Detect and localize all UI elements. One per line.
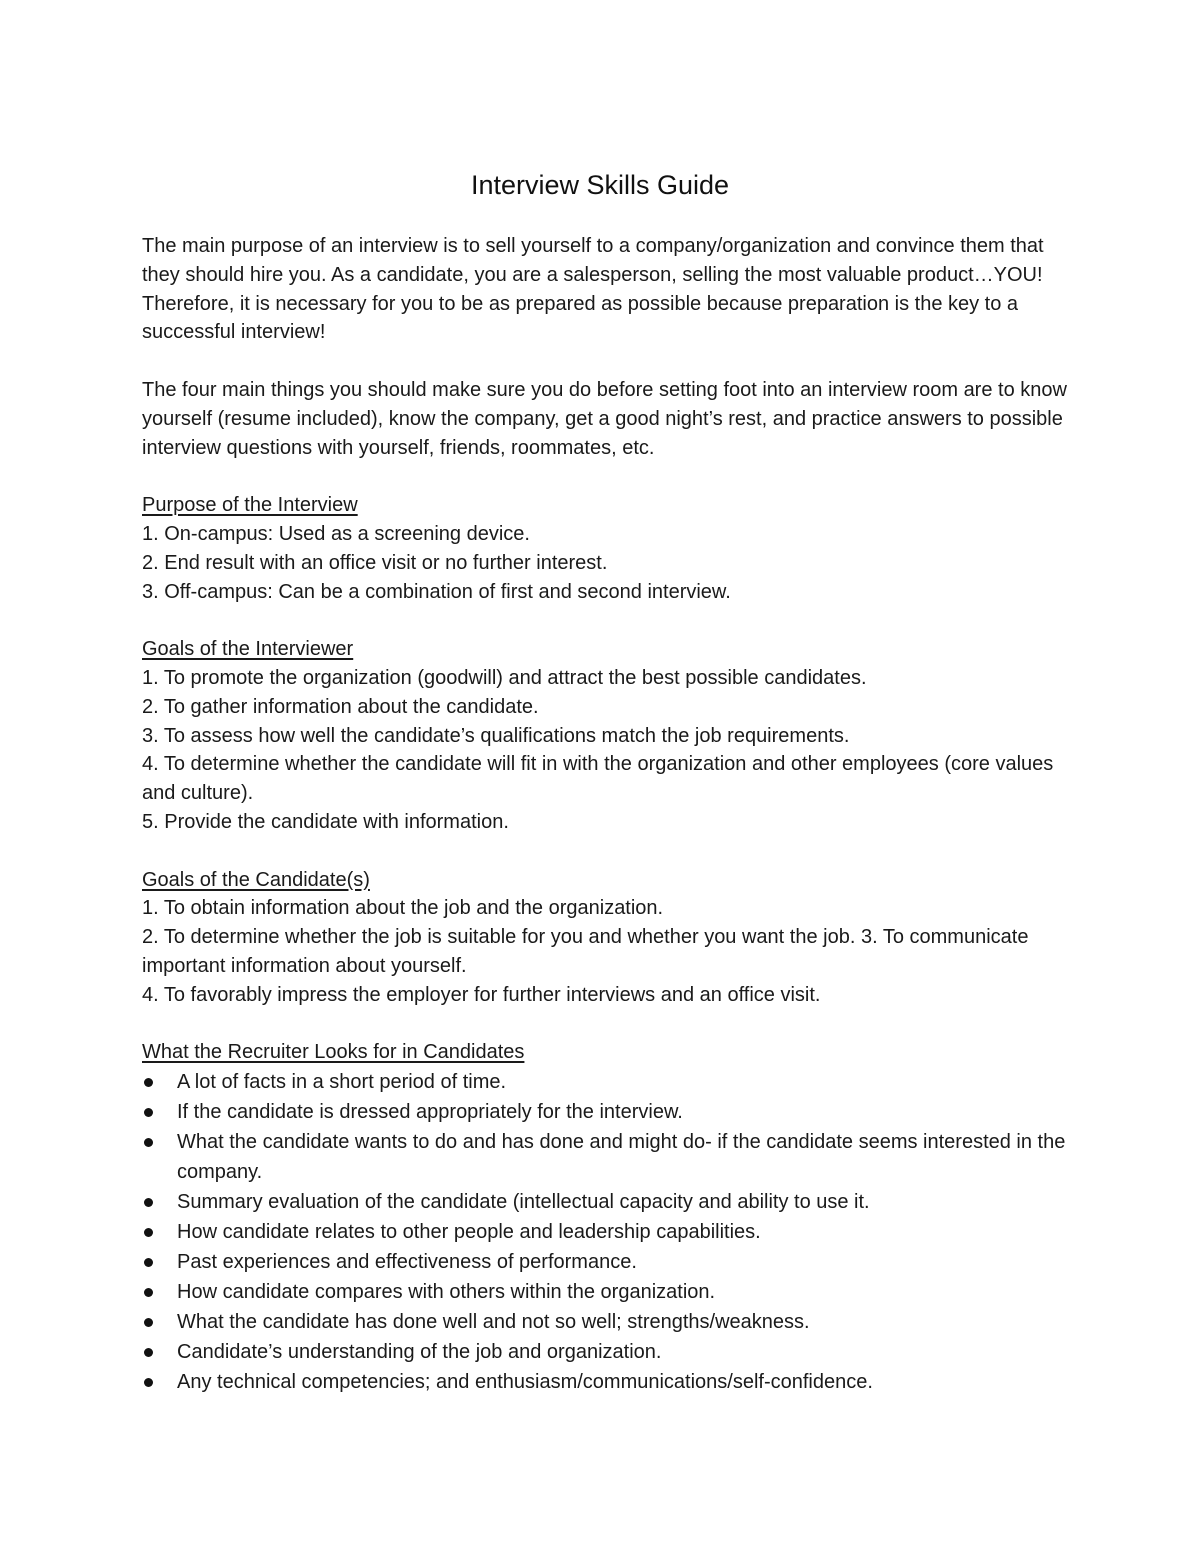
- bullet-icon: [144, 1318, 153, 1327]
- bullet-item: [142, 1217, 1072, 1247]
- bullet-icon: [144, 1258, 153, 1267]
- bullet-text: How candidate relates to other people and leadership capabilities.: [177, 1221, 761, 1244]
- bullet-icon: [144, 1348, 153, 1357]
- bullet-item: [142, 1097, 1072, 1127]
- bullet-icon: [144, 1378, 153, 1387]
- bullet-item: [142, 1277, 1072, 1307]
- candidate-goals-section: [142, 866, 1072, 1010]
- bullet-item: [142, 1247, 1072, 1277]
- bullet-item: [142, 1187, 1072, 1217]
- bullet-item: [142, 1367, 1072, 1397]
- page-title: Interview Skills Guide: [470, 170, 730, 200]
- bullet-icon: [144, 1078, 153, 1087]
- section-heading: Goals of the Candidate(s): [142, 868, 370, 891]
- bullet-text: Past experiences and effectiveness of performance.: [177, 1251, 637, 1274]
- list-item: 4. To favorably impress the employer for further interviews and an office visit.: [142, 983, 821, 1006]
- list-item: 4. To determine whether the candidate will fit in with the organization and other employees (core values and culture).: [142, 753, 1054, 805]
- bullet-text: Candidate’s understanding of the job and organization.: [177, 1341, 662, 1364]
- list-item: 3. To assess how well the candidate’s qualifications match the job requirements.: [142, 724, 850, 747]
- intro-paragraph-1: The main purpose of an interview is to sell yourself to a company/organization and convince them that they should hire you. As a candidate, you are a salesperson, selling the most valuable product…YOU! Therefore, it is necessary for you to be as prepared as possible because preparation is the key to a successful interview!: [142, 235, 1044, 344]
- bullet-icon: [144, 1198, 153, 1207]
- list-item: 3. Off-campus: Can be a combination of first and second interview.: [142, 580, 731, 603]
- list-item: 1. To promote the organization (goodwill) and attract the best possible candidates.: [142, 666, 867, 689]
- bullet-text: If the candidate is dressed appropriately for the interview.: [177, 1101, 683, 1124]
- bullet-list: [142, 1067, 1072, 1397]
- intro-paragraph-2: The four main things you should make sure you do before setting foot into an interview room are to know yourself (resume included), know the company, get a good night’s rest, and practice answers to possible interview questions with yourself, friends, roommates, etc.: [142, 378, 1067, 459]
- bullet-item: [142, 1337, 1072, 1367]
- bullet-item: [142, 1307, 1072, 1337]
- bullet-text: How candidate compares with others within the organization.: [177, 1281, 716, 1304]
- bullet-text: Any technical competencies; and enthusiasm/communications/self-confidence.: [177, 1371, 873, 1394]
- list-item: 2. End result with an office visit or no further interest.: [142, 551, 608, 574]
- bullet-text: A lot of facts in a short period of time.: [177, 1071, 507, 1094]
- list-item: 2. To gather information about the candidate.: [142, 695, 539, 718]
- list-item: 5. Provide the candidate with information.: [142, 810, 509, 833]
- list-item: 1. On-campus: Used as a screening device.: [142, 522, 530, 545]
- section-heading: Purpose of the Interview: [142, 494, 358, 517]
- bullet-icon: [144, 1138, 153, 1147]
- bullet-icon: [144, 1108, 153, 1117]
- purpose-section: [142, 491, 1072, 606]
- bullet-item: [142, 1067, 1072, 1097]
- bullet-text: What the candidate wants to do and has done and might do- if the candidate seems interested in the company.: [177, 1131, 1066, 1184]
- list-item: 1. To obtain information about the job and the organization.: [142, 897, 664, 920]
- section-heading: Goals of the Interviewer: [142, 638, 354, 661]
- list-item: 2. To determine whether the job is suitable for you and whether you want the job. 3. To communicate important information about yourself.: [142, 926, 1029, 977]
- bullet-text: What the candidate has done well and not so well; strengths/weakness.: [177, 1311, 810, 1334]
- bullet-icon: [144, 1228, 153, 1237]
- section-heading: What the Recruiter Looks for in Candidates: [142, 1041, 525, 1064]
- bullet-icon: [144, 1288, 153, 1297]
- recruiter-section: [142, 1038, 1072, 1397]
- document-body: [142, 232, 1072, 1397]
- interviewer-goals-section: [142, 635, 1072, 837]
- bullet-text: Summary evaluation of the candidate (intellectual capacity and ability to use it.: [177, 1191, 870, 1214]
- bullet-item: [142, 1127, 1072, 1187]
